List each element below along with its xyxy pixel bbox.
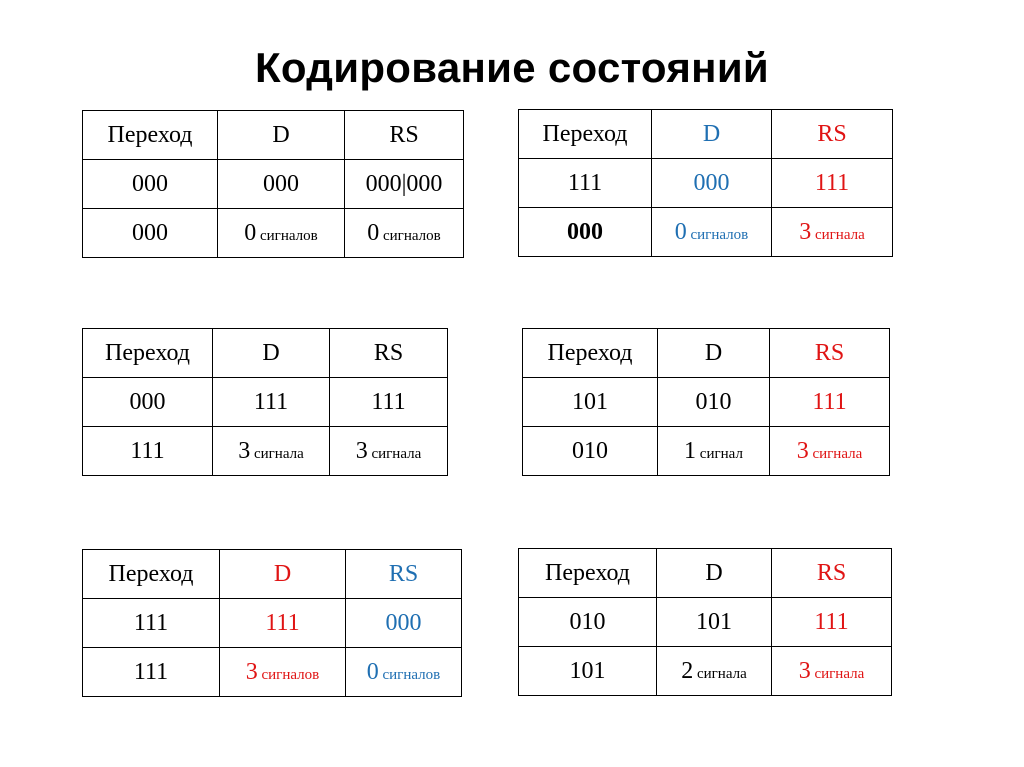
header-label: RS xyxy=(389,121,419,148)
cell-transition xyxy=(83,378,213,427)
header-cell-d xyxy=(652,110,772,159)
header-cell-transition xyxy=(83,550,220,599)
table-row xyxy=(519,598,892,647)
signal-count-label: сигнала xyxy=(811,226,865,243)
header-label: RS xyxy=(816,559,847,586)
header-label: D xyxy=(272,121,290,148)
cell-transition xyxy=(83,209,218,258)
header-cell-d xyxy=(213,329,330,378)
header-label: Переход xyxy=(547,339,633,366)
cell-value: 3 xyxy=(238,437,251,464)
header-cell-d xyxy=(658,329,770,378)
cell-d xyxy=(213,427,330,476)
header-label: Переход xyxy=(108,560,194,587)
cell-value: 3 xyxy=(798,657,811,684)
table-header-row xyxy=(83,550,462,599)
cell-value: 3 xyxy=(799,218,812,245)
table-header-row xyxy=(519,549,892,598)
cell-value: 0 xyxy=(244,219,257,246)
signal-count-label: сигналов xyxy=(256,227,318,244)
cell-value: 000 xyxy=(567,218,603,245)
encoding-table-2 xyxy=(518,109,893,257)
header-cell-transition xyxy=(83,111,218,160)
cell-value: 1 xyxy=(684,437,697,464)
header-cell-rs xyxy=(772,110,893,159)
cell-value: 000 xyxy=(693,169,730,196)
header-label: D xyxy=(704,339,723,366)
cell-value: 111 xyxy=(253,388,289,415)
header-cell-transition xyxy=(519,110,652,159)
cell-transition xyxy=(83,648,220,697)
signal-count-label: сигналов xyxy=(378,666,441,683)
cell-value: 111 xyxy=(814,608,849,635)
header-label: RS xyxy=(388,560,419,587)
cell-value: 2 xyxy=(681,657,694,684)
cell-value: 3 xyxy=(245,658,258,685)
table-row xyxy=(83,209,464,258)
cell-value: 111 xyxy=(265,609,300,636)
cell-value: 111 xyxy=(371,388,406,415)
cell-value: 111 xyxy=(133,658,169,685)
cell-rs xyxy=(772,159,893,208)
encoding-table-3 xyxy=(82,328,448,476)
cell-value: 111 xyxy=(567,169,603,196)
header-cell-d xyxy=(220,550,346,599)
cell-value: 010 xyxy=(569,608,606,635)
header-label: D xyxy=(705,559,723,586)
cell-value: 111 xyxy=(133,609,169,636)
cell-transition xyxy=(519,598,657,647)
cell-transition xyxy=(519,647,657,696)
header-label: Переход xyxy=(105,339,190,366)
signal-count-label: сигнала xyxy=(693,665,747,682)
cell-value: 0 xyxy=(674,218,687,245)
header-cell-transition xyxy=(83,329,213,378)
cell-d xyxy=(657,598,772,647)
header-label: RS xyxy=(814,339,845,366)
cell-value: 000 xyxy=(263,170,299,197)
table-row xyxy=(523,427,890,476)
header-label: RS xyxy=(373,339,404,366)
signal-count-label: сигнал xyxy=(696,445,743,462)
signal-count-label: сигнала xyxy=(367,445,422,462)
signal-count-label: сигналов xyxy=(257,666,320,683)
cell-value: 3 xyxy=(355,437,368,464)
header-label: Переход xyxy=(542,120,628,147)
signal-count-label: сигнала xyxy=(250,445,304,462)
table-header-row xyxy=(523,329,890,378)
table-header-row xyxy=(519,110,893,159)
cell-value: 010 xyxy=(572,437,608,464)
header-label: RS xyxy=(817,120,847,147)
header-cell-rs xyxy=(770,329,890,378)
table-row xyxy=(519,208,893,257)
cell-value: 0 xyxy=(366,658,379,685)
cell-value: 111 xyxy=(814,169,850,196)
cell-transition xyxy=(83,427,213,476)
cell-rs xyxy=(346,648,462,697)
signal-count-label: сигналов xyxy=(379,227,441,244)
cell-transition xyxy=(83,160,218,209)
cell-rs xyxy=(330,427,448,476)
cell-value: 111 xyxy=(812,388,847,415)
cell-d xyxy=(658,378,770,427)
header-cell-rs xyxy=(346,550,462,599)
cell-rs xyxy=(346,599,462,648)
cell-value: 111 xyxy=(130,437,165,464)
cell-d xyxy=(652,159,772,208)
cell-d xyxy=(213,378,330,427)
cell-rs xyxy=(772,598,892,647)
cell-transition xyxy=(83,599,220,648)
table-row xyxy=(519,647,892,696)
cell-d xyxy=(220,599,346,648)
cell-d xyxy=(218,209,345,258)
cell-d xyxy=(657,647,772,696)
table-row xyxy=(519,159,893,208)
header-label: D xyxy=(273,560,292,587)
encoding-table-1 xyxy=(82,110,464,258)
cell-d xyxy=(658,427,770,476)
cell-transition xyxy=(523,378,658,427)
encoding-table-4 xyxy=(522,328,890,476)
header-cell-transition xyxy=(519,549,657,598)
cell-value: 101 xyxy=(569,657,606,684)
cell-transition xyxy=(523,427,658,476)
cell-rs xyxy=(330,378,448,427)
cell-value: 101 xyxy=(572,388,608,415)
header-label: D xyxy=(702,120,721,147)
cell-value: 000 xyxy=(132,170,168,197)
cell-value: 3 xyxy=(796,437,809,464)
table-row xyxy=(83,599,462,648)
table-header-row xyxy=(83,111,464,160)
cell-value: 101 xyxy=(696,608,732,635)
signal-count-label: сигналов xyxy=(686,226,749,243)
cell-rs xyxy=(345,209,464,258)
cell-rs xyxy=(345,160,464,209)
header-cell-d xyxy=(657,549,772,598)
cell-rs xyxy=(772,647,892,696)
header-cell-d xyxy=(218,111,345,160)
cell-value: 000|000 xyxy=(365,170,443,197)
table-row xyxy=(83,378,448,427)
header-cell-rs xyxy=(330,329,448,378)
signal-count-label: сигнала xyxy=(810,665,865,682)
encoding-table-5 xyxy=(82,549,462,697)
cell-transition xyxy=(519,159,652,208)
header-cell-rs xyxy=(345,111,464,160)
cell-d xyxy=(218,160,345,209)
cell-value: 000 xyxy=(129,388,166,415)
signal-count-label: сигнала xyxy=(808,445,863,462)
table-row xyxy=(83,427,448,476)
cell-rs xyxy=(770,378,890,427)
cell-value: 010 xyxy=(695,388,732,415)
cell-rs xyxy=(770,427,890,476)
header-cell-transition xyxy=(523,329,658,378)
cell-rs xyxy=(772,208,893,257)
table-row xyxy=(83,160,464,209)
header-cell-rs xyxy=(772,549,892,598)
header-label: Переход xyxy=(545,559,630,586)
header-label: D xyxy=(262,339,280,366)
table-header-row xyxy=(83,329,448,378)
table-row xyxy=(83,648,462,697)
cell-transition xyxy=(519,208,652,257)
cell-d xyxy=(220,648,346,697)
cell-value: 000 xyxy=(132,219,168,246)
cell-value: 000 xyxy=(385,609,422,636)
cell-d xyxy=(652,208,772,257)
table-row xyxy=(523,378,890,427)
cell-value: 0 xyxy=(367,219,380,246)
page-title: Кодирование состояний xyxy=(254,44,770,91)
header-label: Переход xyxy=(107,121,193,148)
encoding-table-6 xyxy=(518,548,892,696)
